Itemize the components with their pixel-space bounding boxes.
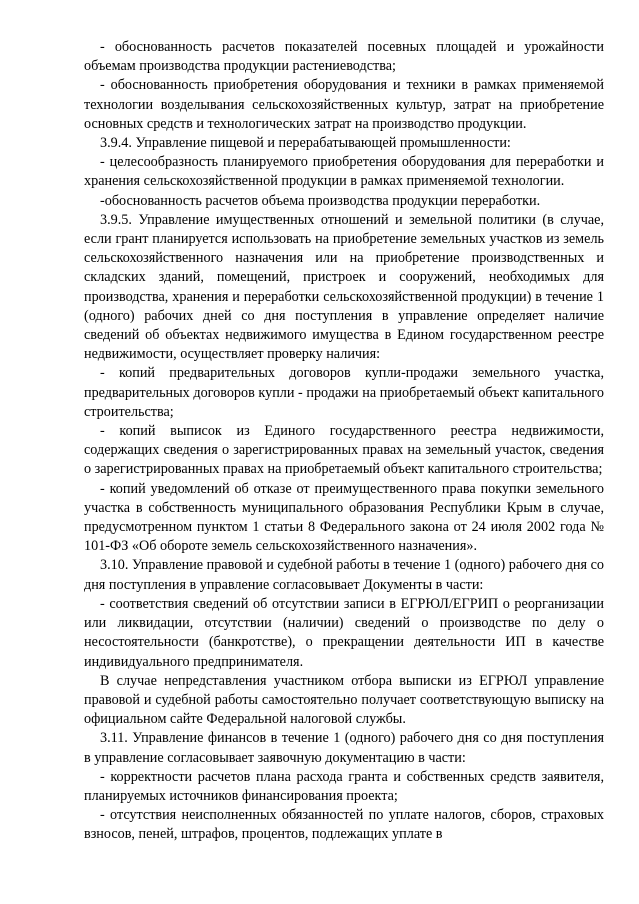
paragraph-13: 3.11. Управление финансов в течение 1 (одного) рабочего дня со дня поступления в управление согласовывает заявочную документацию в части: xyxy=(84,730,604,766)
paragraph-2: - обоснованность приобретения оборудования и техники в рамках применяемой технологии возделывания сельскохозяйственных культур, затрат на приобретение основных средств и технологических затрат на производство продукции. xyxy=(84,77,604,132)
paragraph-5: -обоснованность расчетов объема производства продукции переработки. xyxy=(100,192,541,209)
paragraph-12: В случае непредставления участником отбора выписки из ЕГРЮЛ управление правовой и судебной работы самостоятельно получает соответствующую выписку на официальном сайте Федеральной налоговой службы. xyxy=(84,672,604,728)
paragraph-4: - целесообразность планируемого приобретения оборудования для переработки и хранения сельскохозяйственной продукции в рамках применяемой технологии. xyxy=(84,154,604,190)
paragraph-8: - копий выписок из Единого государственного реестра недвижимости, содержащих сведения о зарегистрированных правах на земельный участок, сведения о зарегистрированных правах на приобретаемый объект капитального строительства; xyxy=(84,423,604,478)
paragraph-1: - обоснованность расчетов показателей посевных площадей и урожайности объемам производства продукции растениеводства; xyxy=(84,39,604,75)
paragraph-14: - корректности расчетов плана расхода гранта и собственных средств заявителя, планируемых источников финансирования проекта; xyxy=(84,768,604,804)
document-body xyxy=(84,38,604,845)
paragraph-15: - отсутствия неисполненных обязанностей по уплате налогов, сборов, страховых взносов, пеней, штрафов, процентов, подлежащих уплате в xyxy=(84,807,604,843)
paragraph-3: 3.9.4. Управление пищевой и перерабатывающей промышленности: xyxy=(100,135,511,152)
paragraph-10: 3.10. Управление правовой и судебной работы в течение 1 (одного) рабочего дня со дня поступления в управление согласовывает Документы в части: xyxy=(84,557,604,593)
paragraph-9: - копий уведомлений об отказе от преимущественного права покупки земельного участка в собственность муниципального образования Республики Крым в случае, предусмотренном пунктом 1 статьи 8 Федерального закона от 24 июля 2002 года № 101-ФЗ «Об обороте земель сельскохозяйственного назначения». xyxy=(84,480,604,555)
paragraph-11: - соответствия сведений об отсутствии записи в ЕГРЮЛ/ЕГРИП о реорганизации или ликвидации, отсутствии (наличии) сведений о производстве по делу о несостоятельности (банкротстве), о прекращении деятельности ИП в качестве индивидуального предпринимателя. xyxy=(84,595,604,670)
paragraph-7: - копий предварительных договоров купли-продажи земельного участка, предварительных договоров купли - продажи на приобретаемый объект капитального строительства; xyxy=(84,365,604,420)
paragraph-6: 3.9.5. Управление имущественных отношений и земельной политики (в случае, если грант планируется использовать на приобретение земельных участков из земель сельскохозяйственного назначения или на приобретение производственных и складских зданий, помещений, пристроек и сооружений, необходимых для производства, хранения и переработки сельскохозяйственной продукции) в течение 1 (одного) рабочих дней со дня поступления в управление определяет наличие сведений об объектах недвижимого имущества в Едином государственном реестре недвижимости, осуществляет проверку наличия: xyxy=(84,211,604,363)
